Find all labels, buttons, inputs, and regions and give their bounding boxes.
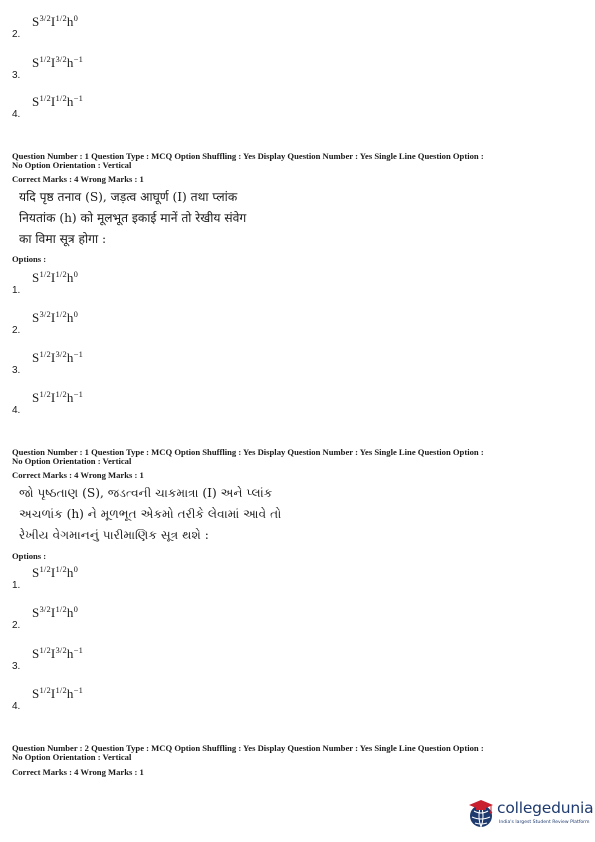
question-marks: Correct Marks : 4 Wrong Marks : 1 xyxy=(12,470,144,480)
options-label: Options : xyxy=(12,254,47,264)
option-number: 3. xyxy=(12,365,21,376)
option-1 xyxy=(12,565,212,591)
option-formula: $S^{1/2}I^{3/2}h^{-1}$ xyxy=(32,645,84,661)
options-label: Options : xyxy=(12,551,47,561)
logo-wordmark: collegedunia xyxy=(497,799,594,817)
question-text xyxy=(19,187,246,250)
option-4 xyxy=(12,94,212,120)
option-3 xyxy=(12,55,212,81)
option-formula: $S^{1/2}I^{1/2}h^0$ xyxy=(32,564,79,580)
question-line: का विमा सूत्र होगा : xyxy=(19,232,107,246)
option-number: 3. xyxy=(12,661,21,672)
question-text xyxy=(19,483,281,546)
question-line: જો પૃષ્ઠતાણ (S), જડત્વની ચાકમાત્રા (I) અને પ્લાંક xyxy=(19,486,273,500)
option-formula: $S^{3/2}I^{1/2}h^0$ xyxy=(32,604,79,620)
question-marks: Correct Marks : 4 Wrong Marks : 1 xyxy=(12,174,144,184)
option-2 xyxy=(12,310,212,336)
question-meta-cont: No Option Orientation : Vertical xyxy=(12,456,132,466)
question-meta-cont: No Option Orientation : Vertical xyxy=(12,160,132,170)
option-number: 2. xyxy=(12,325,21,336)
question-line: नियतांक (h) को मूलभूत इकाई मानें तो रेखीय संवेग xyxy=(19,211,247,225)
option-number: 2. xyxy=(12,620,21,631)
option-formula: $S^{1/2}I^{1/2}h^{-1}$ xyxy=(32,93,84,109)
logo-tagline: India's largest Student Review Platform xyxy=(499,820,590,825)
option-number: 2. xyxy=(12,29,21,40)
option-number: 4. xyxy=(12,701,21,712)
option-number: 3. xyxy=(12,70,21,81)
option-formula: $S^{3/2}I^{1/2}h^0$ xyxy=(32,13,79,29)
option-number: 1. xyxy=(12,285,21,296)
option-formula: $S^{1/2}I^{3/2}h^{-1}$ xyxy=(32,349,84,365)
question-line: રેખીય વેગમાનનું પારીમાણિક સૂત્ર થશે : xyxy=(19,528,209,542)
question-marks: Correct Marks : 4 Wrong Marks : 1 xyxy=(12,767,144,777)
option-3 xyxy=(12,646,212,672)
option-formula: $S^{3/2}I^{1/2}h^0$ xyxy=(32,309,79,325)
option-formula: $S^{1/2}I^{1/2}h^0$ xyxy=(32,269,79,285)
question-meta-cont: No Option Orientation : Vertical xyxy=(12,752,132,762)
option-3 xyxy=(12,350,212,376)
graduation-cap-globe-icon xyxy=(466,797,496,829)
option-4 xyxy=(12,390,212,416)
option-formula: $S^{1/2}I^{1/2}h^{-1}$ xyxy=(32,389,84,405)
option-2 xyxy=(12,605,212,631)
question-meta: Question Number : 1 Question Type : MCQ Option Shuffling : Yes Display Question Number : Yes Single Line Question Option : xyxy=(12,151,484,161)
option-4 xyxy=(12,686,212,712)
question-meta: Question Number : 2 Question Type : MCQ Option Shuffling : Yes Display Question Number : Yes Single Line Question Option : xyxy=(12,743,484,753)
option-number: 1. xyxy=(12,580,21,591)
option-formula: $S^{1/2}I^{1/2}h^{-1}$ xyxy=(32,685,84,701)
collegedunia-logo xyxy=(466,797,594,831)
question-meta: Question Number : 1 Question Type : MCQ Option Shuffling : Yes Display Question Number : Yes Single Line Question Option : xyxy=(12,447,484,457)
option-number: 4. xyxy=(12,405,21,416)
option-formula: $S^{1/2}I^{3/2}h^{-1}$ xyxy=(32,54,84,70)
option-number: 4. xyxy=(12,109,21,120)
option-2 xyxy=(12,14,212,40)
question-line: અચળાંક (h) ને મૂળભૂત એકમો તરીકે લેવામાં આવે તો xyxy=(19,507,282,521)
option-1 xyxy=(12,270,212,296)
question-line: यदि पृष्ठ तनाव (S), जड़त्व आघूर्ण (I) तथा प्लांक xyxy=(19,190,238,204)
